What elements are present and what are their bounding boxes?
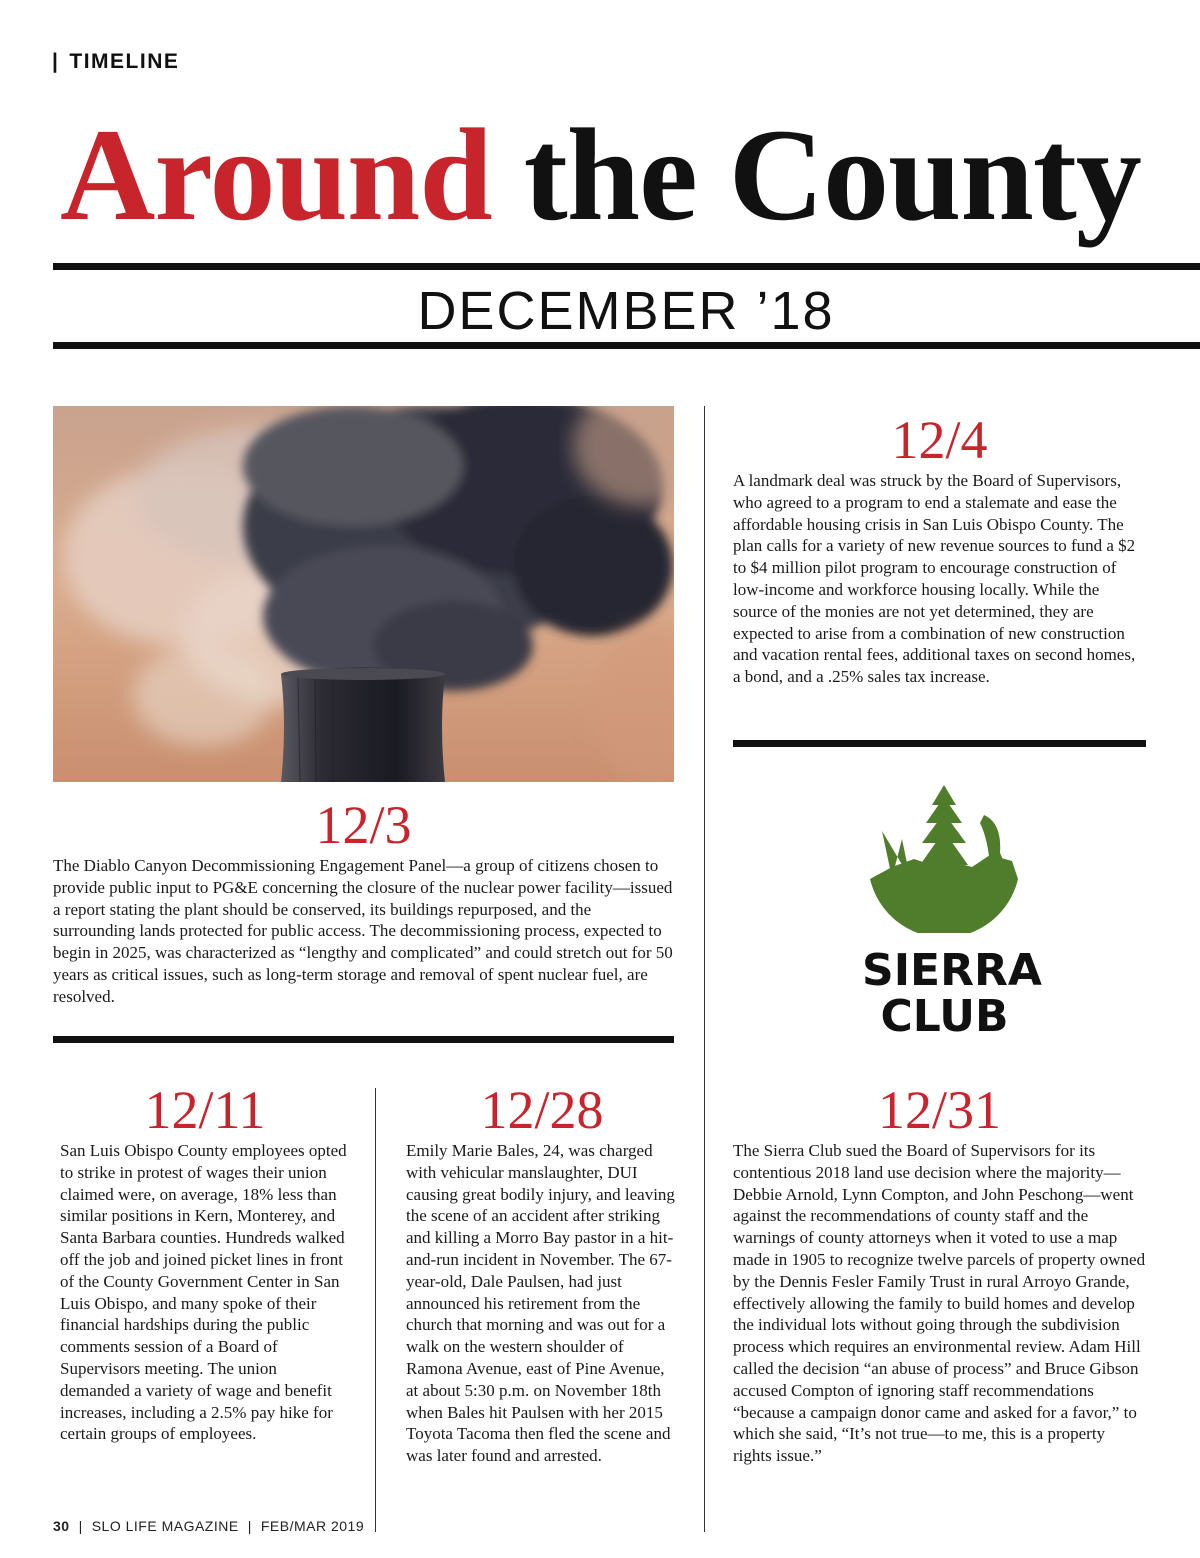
column-divider-left [375, 1088, 376, 1532]
entry-text: A landmark deal was struck by the Board of Supervisors, who agreed to a program to end a stalemate and ease the affordable housing crisis in San Luis Obispo County. The plan calls for a variety of new revenue sources to fund a $2 to $4 million pilot program to encourage construction of low-income and workforce housing locally. While the source of the monies are not yet determined, they are expected to arise from a combination of new construction and vacation rental fees, additional taxes on second homes, a bond, and a .25% sales tax increase. [733, 471, 1136, 687]
sierra-club-logo [862, 783, 1042, 1043]
entry-text: Emily Marie Bales, 24, was charged with vehicular manslaughter, DUI causing great bodily injury, and leaving the scene of an accident after striking and killing a Morro Bay pastor in a hit-and-run incident in November. The 67-year-old, Dale Paulsen, had just announced his retirement from the church that morning and was out for a walk on the western shoulder of Ramona Avenue, east of Pine Avenue, at about 5:30 p.m. on November 18th when Bales hit Paulsen with her 2015 Toyota Tacoma then fled the scene and was later found and arrested. [406, 1141, 675, 1466]
entry-text: San Luis Obispo County employees opted to strike in protest of wages their union claimed were, on average, 18% less than similar positions in Kern, Monterey, and Santa Barbara counties. Hundreds walked off the job and joined picket lines in front of the County Government Center in San Luis Obispo, and many spoke of their financial hardships during the public comments session of a Board of Supervisors meeting. The union demanded a variety of wage and benefit increases, including a 2.5% pay hike for certain groups of employees. [60, 1141, 347, 1444]
cooling-tower-photo [53, 406, 674, 782]
month-heading: DECEMBER ’18 [417, 281, 835, 341]
headline-rule-top [53, 263, 1200, 270]
entry-12-28 [406, 1080, 678, 1467]
entry-12-31 [733, 1080, 1146, 1467]
page-headline [60, 100, 1141, 250]
page-footer: 30 | SLO LIFE MAGAZINE | FEB/MAR 2019 [53, 1518, 365, 1534]
entry-date: 12/3 [315, 795, 412, 855]
entry-12-4 [733, 410, 1146, 688]
entry-rule-12-3 [53, 1036, 674, 1043]
logo-wordmark [862, 945, 1042, 1042]
headline-accent: Around [60, 101, 492, 248]
entry-date: 12/11 [144, 1080, 266, 1140]
cooling-tower-steam-illustration [53, 406, 674, 782]
tree-icon [862, 783, 1027, 933]
headline-main: the County [523, 101, 1141, 248]
magazine-name: SLO LIFE MAGAZINE [91, 1518, 239, 1534]
entry-date: 12/28 [480, 1080, 604, 1140]
logo-line-2: CLUB [880, 991, 1009, 1042]
section-label: | TIMELINE [52, 50, 180, 73]
entry-date: 12/31 [877, 1080, 1001, 1140]
column-divider-right [704, 406, 705, 1532]
entry-text: The Sierra Club sued the Board of Supervisors for its contentious 2018 land use decision where the majority—Debbie Arnold, Lynn Compton, and John Peschong—went against the recommendations of county staff and the warnings of county attorneys when it voted to use a map made in 1905 to recognize twelve parcels of property owned by the Dennis Fesler Family Trust in rural Arroyo Grande, effectively allowing the family to build homes and develop the individual lots without going through the subdivision process which requires an environmental review. Adam Hill called the decision “an abuse of process” and Bruce Gibson accused Compton of ignoring staff recommendations “because a campaign donor came and asked for a favor,” to which she said, “It’s not true—to me, this is a property rights issue.” [733, 1141, 1146, 1466]
issue-date: FEB/MAR 2019 [260, 1518, 365, 1534]
section-label-text: TIMELINE [69, 50, 180, 73]
entry-12-3 [53, 795, 674, 1008]
logo-line-1: SIERRA [862, 945, 1042, 996]
page-number: 30 [53, 1518, 70, 1534]
headline-rule-bottom [53, 342, 1200, 349]
entry-rule-12-4 [733, 740, 1146, 747]
entry-12-11 [60, 1080, 350, 1445]
entry-text: The Diablo Canyon Decommissioning Engagement Panel—a group of citizens chosen to provide public input to PG&E concerning the closure of the nuclear power facility—issued a report stating the plant should be conserved, its buildings repurposed, and the surrounding lands protected for public access. The decommissioning process, expected to begin in 2025, was characterized as “lengthy and complicated” and could stretch out for 50 years as critical issues, such as long-term storage and removal of spent nuclear fuel, are resolved. [53, 856, 673, 1006]
entry-date: 12/4 [891, 410, 988, 470]
